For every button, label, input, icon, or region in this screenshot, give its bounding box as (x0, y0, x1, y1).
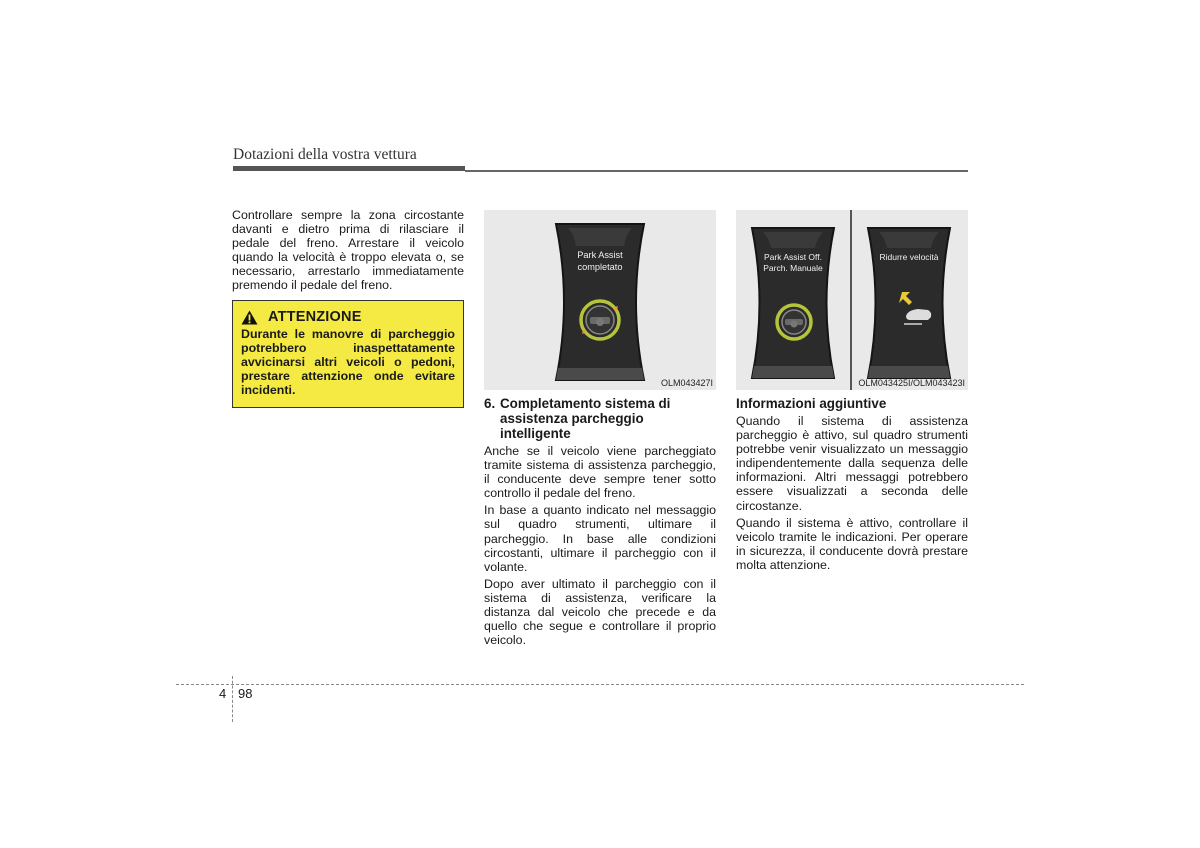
screen-right-line1: Ridurre velocità (879, 252, 939, 262)
section-heading-additional-info: Informazioni aggiuntive (736, 396, 887, 411)
page-header-title: Dotazioni della vostra vettura (233, 146, 417, 163)
screen-label-line1: Park Assist (577, 250, 623, 260)
column-middle (484, 396, 716, 650)
screen-label-left (750, 252, 836, 274)
figure-park-assist-completed (484, 210, 716, 390)
body-paragraph: Quando il sistema di assistenza parcheggio è attivo, sul quadro strumenti potrebbe venir visualizzato un messaggio indipendentemente dalla sequenza delle informazioni. Altri messaggi potrebbero essere visualizzati a seconda delle circostanze. (736, 414, 968, 513)
warning-title: ATTENZIONE (268, 309, 362, 325)
footer-dashed-line (176, 684, 1024, 685)
warning-text: Durante le manovre di parcheggio potrebbero inaspettatamente avvicinarsi altri veicoli o pedoni, prestare attenzione onde evitare incidenti. (241, 327, 455, 398)
section-number: 6. (484, 396, 496, 411)
column-right (736, 396, 968, 575)
figure-divider (850, 210, 852, 390)
body-paragraph: In base a quanto indicato nel messaggio sul quadro strumenti, ultimare il parcheggio. In base alle condizioni circostanti, ultimare il parcheggio con il volante. (484, 503, 716, 574)
warning-box (232, 300, 464, 408)
warning-header (241, 309, 455, 325)
steering-wheel-icon (578, 298, 622, 342)
section-heading-line1: Completamento sistema di (500, 396, 671, 411)
screen-label-line2: completato (577, 261, 623, 272)
figure-park-assist-messages (736, 210, 968, 390)
screen-label (554, 250, 646, 273)
body-paragraph: Quando il sistema è attivo, controllare il veicolo tramite le indicazioni. Per operare in sicurezza, il conducente dovrà prestare molta attenzione. (736, 515, 968, 572)
intro-paragraph: Controllare sempre la zona circostante davanti e dietro prima di rilasciare il pedale del freno. Arrestare il veicolo quando la velocità è troppo elevata o, se necessario, arrestarlo immediatamente premendo il pedale del freno. (232, 208, 464, 293)
steering-wheel-icon (774, 302, 814, 342)
page-number: 98 (238, 686, 253, 701)
screen-left-line1: Park Assist Off. (764, 252, 822, 262)
section-heading-line3: intelligente (500, 426, 571, 441)
section-heading-line2: assistenza parcheggio (500, 411, 644, 426)
footer-vertical-dashed-line (232, 676, 233, 722)
header-rule-thin (465, 170, 968, 172)
screen-left-line2: Parch. Manuale (763, 263, 823, 273)
brake-pedal-foot-icon (896, 290, 936, 330)
section-heading-completion (484, 396, 716, 441)
figure-code: OLM043427I (660, 378, 713, 388)
body-paragraph: Dopo aver ultimato il parcheggio con il sistema di assistenza, verificare la distanza dal veicolo che precede e da quello che segue e controllare il proprio veicolo. (484, 576, 716, 648)
figure-code: OLM043425I/OLM043423I (858, 378, 965, 388)
screen-label-right (866, 252, 952, 264)
column-left (232, 208, 464, 296)
warning-triangle-icon (241, 310, 258, 325)
header-rule-thick (233, 166, 465, 171)
body-paragraph: Anche se il veicolo viene parcheggiato tramite sistema di assistenza parcheggio, il conducente deve sempre tener sotto controllo il pedale del freno. (484, 444, 716, 501)
chapter-number: 4 (219, 686, 227, 701)
